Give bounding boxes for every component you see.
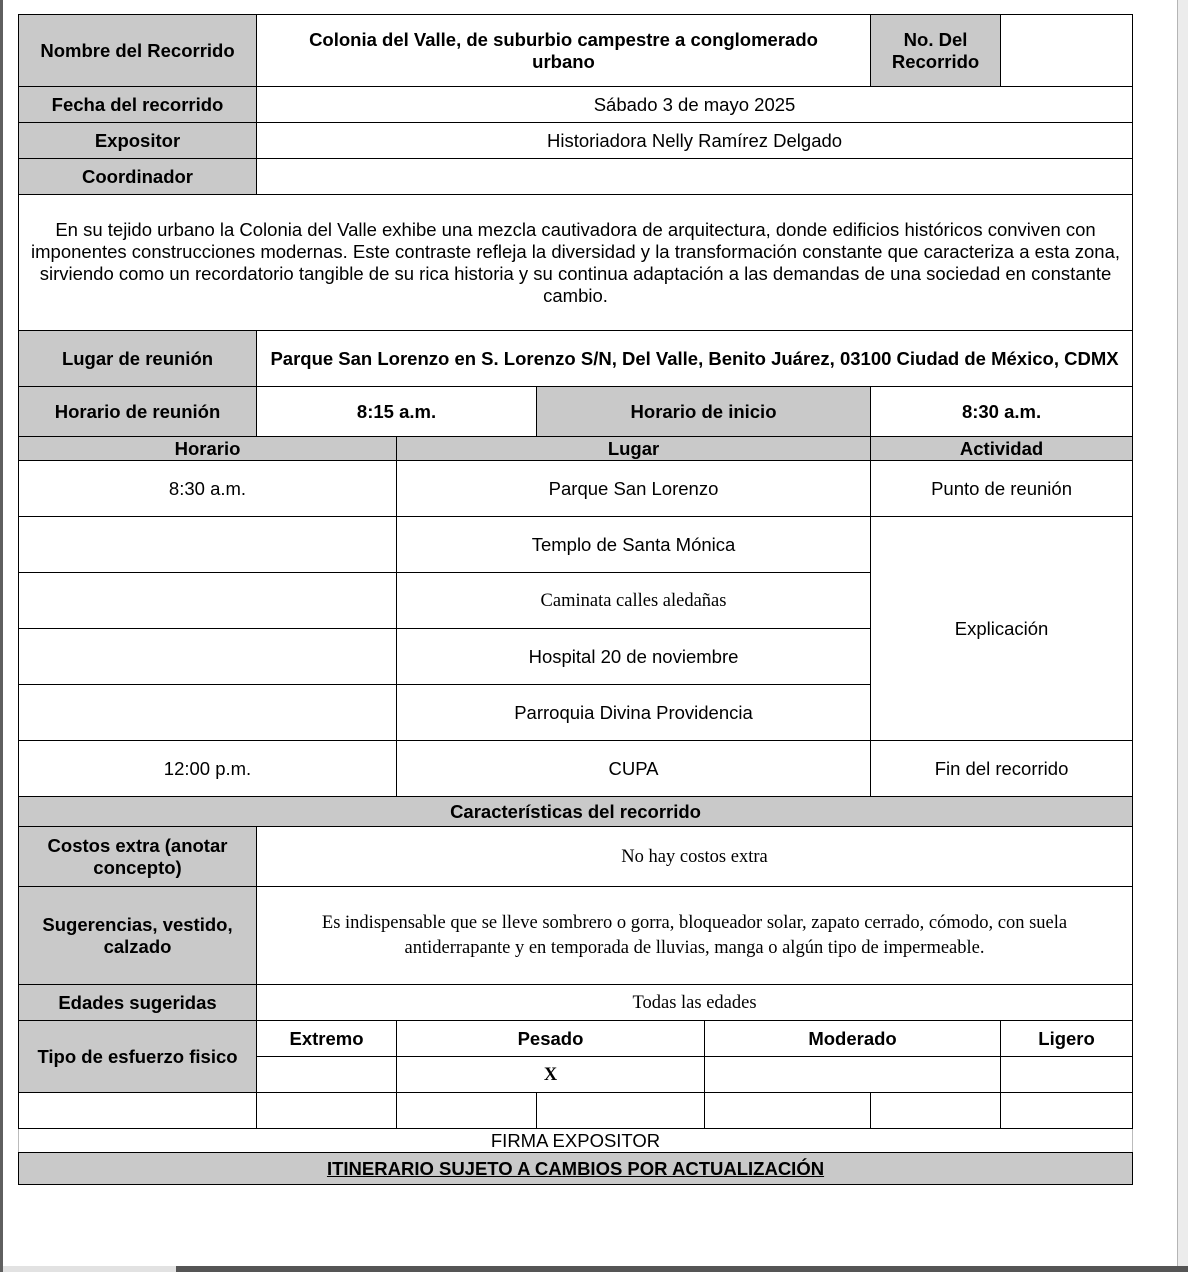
extra-costs-label: Costos extra (anotar concepto) [19, 827, 257, 887]
itinerary-time [19, 629, 397, 685]
route-name-value: Colonia del Valle, de suburbio campestre a conglomerado urbano [257, 15, 871, 87]
itinerary-place: Parque San Lorenzo [397, 461, 871, 517]
start-time-value: 8:30 a.m. [871, 387, 1133, 437]
itinerary-activity: Fin del recorrido [871, 741, 1133, 797]
features-title: Características del recorrido [19, 797, 1133, 827]
itinerary-header-row [19, 437, 1133, 461]
blank-cell [257, 1093, 397, 1129]
route-number-value [1001, 15, 1133, 87]
extra-costs-value: No hay costos extra [257, 827, 1133, 887]
window-left-edge [0, 0, 3, 1272]
meeting-place-value: Parque San Lorenzo en S. Lorenzo S/N, Del Valle, Benito Juárez, 03100 Ciudad de México, CDMX [257, 331, 1133, 387]
notice-row [19, 1153, 1133, 1185]
itinerary-header-time: Horario [19, 437, 397, 461]
speaker-value: Historiadora Nelly Ramírez Delgado [257, 123, 1133, 159]
effort-level-pesado: Pesado [397, 1021, 705, 1057]
route-description: En su tejido urbano la Colonia del Valle exhibe una mezcla cautivadora de arquitectura, donde edificios históricos conviven con imponentes construcciones modernas. Este contraste refleja la diversidad y la transformación constante que caracteriza a esta zona, sirviendo como un recordatorio tangible de su rica historia y su continua adaptación a las demandas de una sociedad en constante cambio. [19, 195, 1133, 331]
signature-blank-row [19, 1093, 1133, 1129]
itinerary-time [19, 517, 397, 573]
meeting-place-row [19, 331, 1133, 387]
ages-value: Todas las edades [257, 985, 1133, 1021]
suggestions-row [19, 887, 1133, 985]
date-label: Fecha del recorrido [19, 87, 257, 123]
effort-level-moderado: Moderado [705, 1021, 1001, 1057]
window-bottom-left-edge [3, 1266, 176, 1272]
itinerary-header-place: Lugar [397, 437, 871, 461]
coordinator-row [19, 159, 1133, 195]
blank-cell [705, 1093, 871, 1129]
itinerary-time [19, 685, 397, 741]
itinerary-time: 8:30 a.m. [19, 461, 397, 517]
blank-cell [537, 1093, 705, 1129]
date-row [19, 87, 1133, 123]
effort-level-ligero: Ligero [1001, 1021, 1133, 1057]
tour-form-table [18, 14, 1133, 1185]
meeting-place-label: Lugar de reunión [19, 331, 257, 387]
schedule-row [19, 387, 1133, 437]
itinerary-place: CUPA [397, 741, 871, 797]
coordinator-value [257, 159, 1133, 195]
effort-mark-pesado: X [397, 1057, 705, 1093]
blank-cell [1001, 1093, 1133, 1129]
itinerary-time [19, 573, 397, 629]
speaker-row [19, 123, 1133, 159]
itinerary-activity-merged: Explicación [871, 517, 1133, 741]
extra-costs-row [19, 827, 1133, 887]
blank-cell [397, 1093, 537, 1129]
effort-label: Tipo de esfuerzo fisico [19, 1021, 257, 1093]
effort-mark-extremo [257, 1057, 397, 1093]
route-name-label: Nombre del Recorrido [19, 15, 257, 87]
date-value: Sábado 3 de mayo 2025 [257, 87, 1133, 123]
itinerary-place: Parroquia Divina Providencia [397, 685, 871, 741]
itinerary-time: 12:00 p.m. [19, 741, 397, 797]
effort-level-extremo: Extremo [257, 1021, 397, 1057]
ages-row [19, 985, 1133, 1021]
meeting-time-label: Horario de reunión [19, 387, 257, 437]
blank-cell [19, 1093, 257, 1129]
itinerary-place: Hospital 20 de noviembre [397, 629, 871, 685]
signature-label: FIRMA EXPOSITOR [19, 1129, 1133, 1153]
blank-cell [871, 1093, 1001, 1129]
meeting-time-value: 8:15 a.m. [257, 387, 537, 437]
start-time-label: Horario de inicio [537, 387, 871, 437]
route-name-row [19, 15, 1133, 87]
signature-row [19, 1129, 1133, 1153]
itinerary-place: Templo de Santa Mónica [397, 517, 871, 573]
itinerary-header-activity: Actividad [871, 437, 1133, 461]
itinerary-row [19, 741, 1133, 797]
itinerary-place: Caminata calles aledañas [397, 573, 871, 629]
effort-mark-moderado [705, 1057, 1001, 1093]
coordinator-label: Coordinador [19, 159, 257, 195]
description-row [19, 195, 1133, 331]
speaker-label: Expositor [19, 123, 257, 159]
suggestions-value: Es indispensable que se lleve sombrero o gorra, bloqueador solar, zapato cerrado, cómodo, con suela antiderrapante y en temporada de lluvias, manga o algún tipo de impermeable. [257, 887, 1133, 985]
window-bottom-edge [176, 1266, 1188, 1272]
window-right-scroll-edge[interactable] [1177, 0, 1188, 1272]
effort-mark-ligero [1001, 1057, 1133, 1093]
itinerary-row [19, 517, 1133, 573]
itinerary-row [19, 461, 1133, 517]
effort-levels-row [19, 1021, 1133, 1057]
itinerary-activity: Punto de reunión [871, 461, 1133, 517]
suggestions-label: Sugerencias, vestido, calzado [19, 887, 257, 985]
route-number-label: No. Del Recorrido [871, 15, 1001, 87]
itinerary-change-notice: ITINERARIO SUJETO A CAMBIOS POR ACTUALIZACIÓN [19, 1153, 1133, 1185]
ages-label: Edades sugeridas [19, 985, 257, 1021]
features-title-row [19, 797, 1133, 827]
